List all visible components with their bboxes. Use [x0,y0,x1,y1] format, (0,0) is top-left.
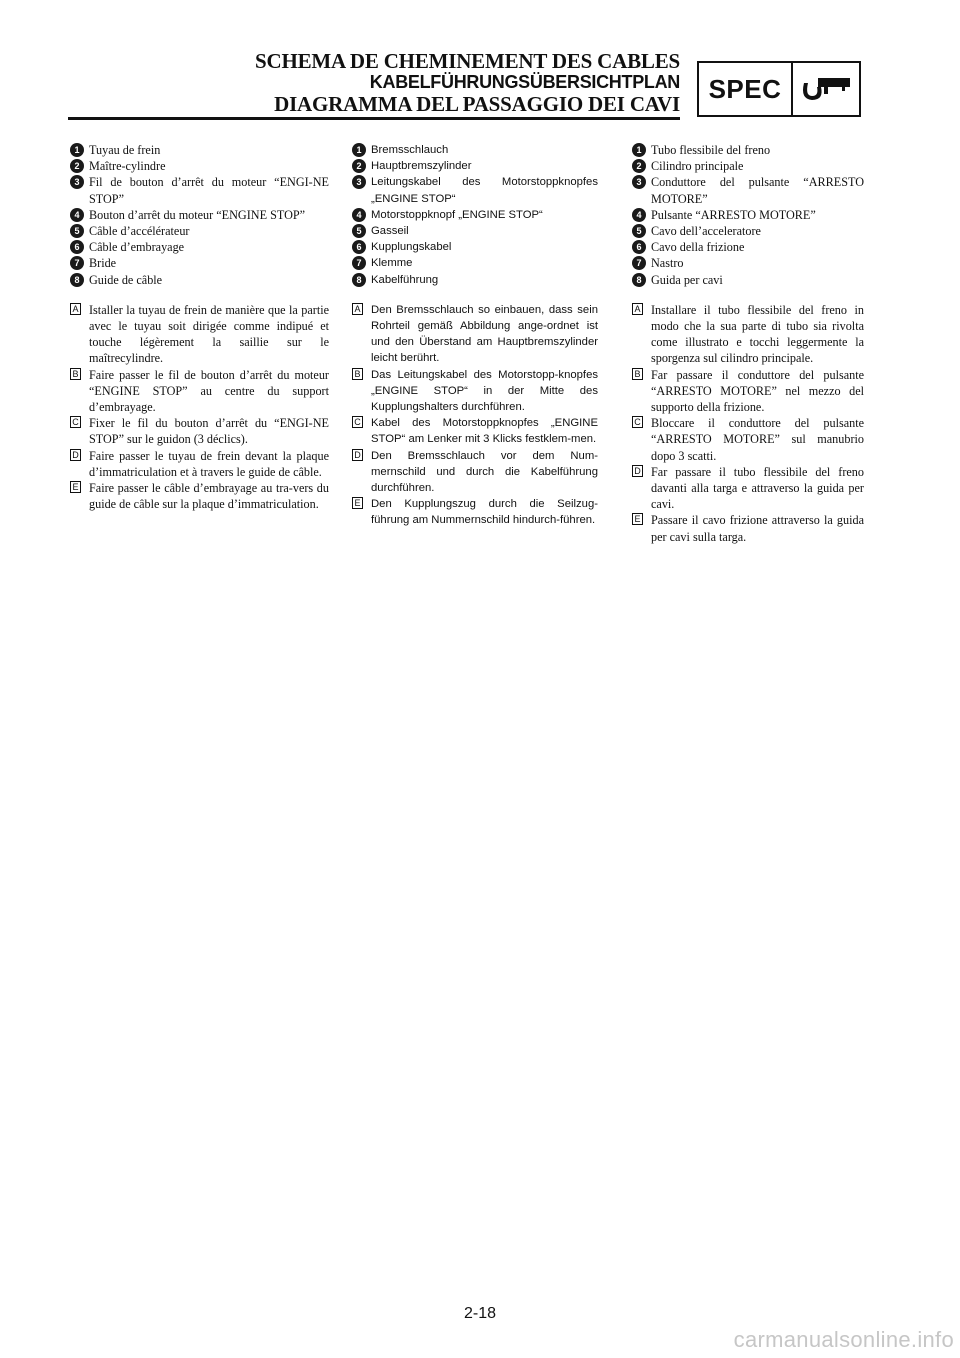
item-text: Câble d’embrayage [89,240,185,255]
list-item [352,142,598,158]
note-text: Das Leitungskabel des Motorstopp-knopfes „ENGINE STOP“ in der Mitte des Kupplungshalters durchführen. [371,368,598,414]
item-text: Pulsante “ARRESTO MOTORE” [651,207,816,222]
item-text: Motorstoppknopf „ENGINE STOP“ [371,208,543,221]
letter-badge: E [352,497,363,509]
spacer [632,288,864,302]
note-item [70,480,329,512]
note-item [70,367,329,416]
note-item [632,415,864,464]
number-badge: 8 [352,273,366,287]
list-item [632,223,864,239]
note-item [632,512,864,544]
item-text: Leitungskabel des Motorstoppknopfes „ENGINE STOP“ [371,176,598,205]
item-text: Gasseil [371,225,409,238]
letter-badge: A [352,303,363,315]
list-item [352,207,598,223]
number-badge: 2 [352,159,366,173]
page-number: 2-18 [463,1305,497,1322]
item-text: Câble d’accélérateur [89,224,190,239]
number-badge: 6 [70,240,84,254]
list-item [70,272,329,288]
number-badge: 1 [632,143,646,157]
list-item [70,255,329,271]
note-item [632,302,864,367]
number-badge: 3 [352,175,366,189]
number-badge: 3 [70,175,84,189]
item-text: Cavo della frizione [651,240,745,255]
number-badge: 6 [352,240,366,254]
note-item [70,448,329,480]
item-text: Bouton d’arrêt du moteur “ENGINE STOP” [89,207,306,222]
item-text: Conduttore del pulsante “ARRESTO MOTORE” [651,175,864,206]
letter-badge: E [70,481,81,493]
note-text: Far passare il conduttore del pulsante “ARRESTO MOTORE” nel mezzo del supporto della frizione. [651,367,864,415]
title-german: KABELFÜHRUNGSÜBERSICHTPLAN [369,72,680,92]
number-badge: 2 [632,159,646,173]
note-item [632,367,864,416]
item-text: Klemme [371,257,413,270]
list-item [70,174,329,206]
item-text: Cilindro principale [651,159,744,174]
spacer [352,288,598,302]
item-text: Kupplungskabel [371,241,452,254]
note-item [352,302,598,367]
item-text: Maître-cylindre [89,159,166,174]
list-item [70,142,329,158]
letter-badge: A [632,303,643,315]
list-item [352,223,598,239]
note-item [352,496,598,528]
item-text: Cavo dell’acceleratore [651,224,761,239]
note-item [632,464,864,513]
letter-badge: B [70,368,81,380]
list-item [632,239,864,255]
item-text: Fil de bouton d’arrêt du moteur “ENGI-NE STOP” [89,175,329,206]
column-german [352,142,598,529]
note-item [352,415,598,447]
item-text: Kabelführung [371,273,439,286]
number-badge: 7 [632,256,646,270]
title-french: SCHEMA DE CHEMINEMENT DES CABLES [255,49,680,73]
note-item [70,415,329,447]
number-badge: 5 [352,224,366,238]
note-text: Far passare il tubo flessibile del freno davanti alla targa e attraverso la guida per cavi. [651,464,864,512]
list-item [352,174,598,206]
number-badge: 6 [632,240,646,254]
note-text: Installare il tubo flessibile del freno in modo che la sua parte di tubo sia rivolta come illustrato e tocchi leggermente la sporgenza sul cilindro principale. [651,302,864,366]
note-text: Bloccare il conduttore del pulsante “ARRESTO MOTORE” sul manubrio dopo 3 scatti. [651,416,864,463]
number-badge: 4 [352,208,366,222]
item-text: Tuyau de frein [89,143,161,157]
list-item [352,255,598,271]
item-text: Bride [89,256,117,271]
column-italian [632,142,864,545]
note-text: Faire passer le câble d’embrayage au tra-vers du guide de câble sur la plaque d’immatriculation. [89,481,329,512]
header-divider [68,117,680,120]
spec-badge [697,61,861,117]
note-text: Fixer le fil du bouton d’arrêt du “ENGI-NE STOP” sur le guidon (3 déclics). [89,416,329,447]
letter-badge: B [352,368,363,380]
section-title-block [255,50,680,116]
letter-badge: C [352,416,363,428]
number-badge: 1 [352,143,366,157]
list-item [632,158,864,174]
number-badge: 7 [352,256,366,270]
list-item [352,239,598,255]
list-item [632,207,864,223]
list-item [352,158,598,174]
item-text: Nastro [651,256,684,271]
letter-badge: D [70,449,81,461]
number-badge: 3 [632,175,646,189]
letter-badge: C [632,416,643,428]
letter-badge: D [352,449,363,461]
number-badge: 4 [70,208,84,222]
note-text: Den Bremsschlauch so einbauen, dass sein Rohrteil gemäß Abbildung ange-ordnet ist und den Überstand am Hauptbremszylinder leicht berührt. [371,303,598,365]
number-badge: 5 [70,224,84,238]
note-text: Faire passer le fil de bouton d’arrêt du moteur “ENGINE STOP” au centre du support d’embrayage. [89,367,329,415]
number-badge: 8 [632,273,646,287]
item-text: Hauptbremszylinder [371,160,472,173]
watermark: carmanualsonline.info [733,1327,954,1352]
caliper-gauge-icon [793,63,859,115]
list-item [352,272,598,288]
number-badge: 2 [70,159,84,173]
number-badge: 4 [632,208,646,222]
note-item [352,448,598,497]
column-french [70,142,329,512]
item-text: Guide de câble [89,272,163,287]
list-item [632,255,864,271]
list-item [70,207,329,223]
list-item [70,158,329,174]
spacer [70,288,329,302]
note-text: Kabel des Motorstoppknopfes „ENGINE STOP“ am Lenker mit 3 Klicks festklem-men. [371,417,598,446]
note-text: Faire passer le tuyau de frein devant la plaque d’immatriculation et à travers le guide de câble. [89,448,329,479]
letter-badge: C [70,416,81,428]
list-item [632,142,864,158]
letter-badge: E [632,513,643,525]
letter-badge: B [632,368,643,380]
letter-badge: D [632,465,643,477]
number-badge: 8 [70,273,84,287]
note-text: Den Bremsschlauch vor dem Num-mernschild und durch die Kabelführung durchführen. [371,449,598,495]
note-item [70,302,329,367]
list-item [70,223,329,239]
title-italian: DIAGRAMMA DEL PASSAGGIO DEI CAVI [274,92,680,116]
list-item [632,174,864,206]
item-text: Tubo flessibile del freno [651,143,771,157]
number-badge: 5 [632,224,646,238]
number-badge: 7 [70,256,84,270]
note-text: Istaller la tuyau de frein de manière que la partie avec le tuyau soit dirigée comme indipué et touche légèrement la saillie sur le maîtrecylindre. [89,302,329,366]
note-text: Passare il cavo frizione attraverso la guida per cavi sulla targa. [651,513,864,544]
item-text: Guida per cavi [651,272,723,287]
number-badge: 1 [70,143,84,157]
note-text: Den Kupplungszug durch die Seilzug-führung am Nummernschild hindurch-führen. [371,498,598,527]
spec-label: SPEC [708,73,782,104]
list-item [70,239,329,255]
item-text: Bremsschlauch [371,144,449,156]
list-item [632,272,864,288]
letter-badge: A [70,303,81,315]
note-item [352,367,598,416]
